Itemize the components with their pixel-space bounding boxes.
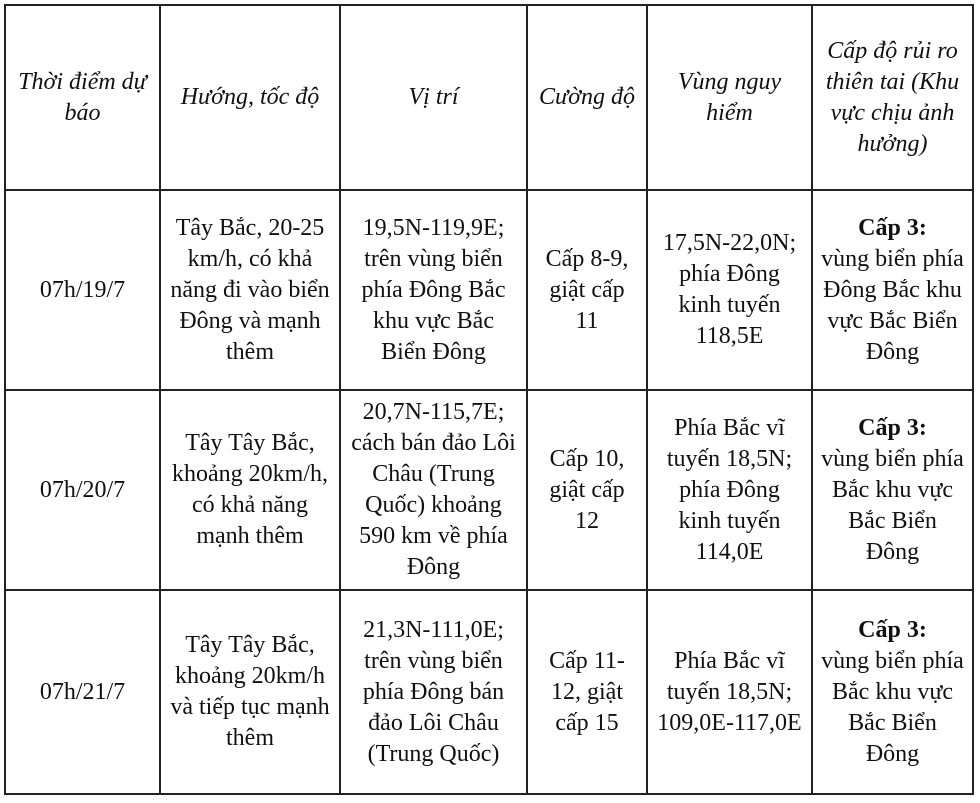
cell-danger-zone: Phía Bắc vĩ tuyến 18,5N; phía Đông kinh tuyến 114,0E [647, 390, 812, 590]
risk-level-label: Cấp 3: [858, 414, 927, 441]
cell-risk [812, 190, 973, 390]
cell-risk [812, 590, 973, 794]
cell-time: 07h/21/7 [5, 590, 160, 794]
cell-intensity: Cấp 11-12, giật cấp 15 [527, 590, 647, 794]
cell-time: 07h/19/7 [5, 190, 160, 390]
header-intensity: Cường độ [527, 5, 647, 190]
cell-danger-zone: 17,5N-22,0N; phía Đông kinh tuyến 118,5E [647, 190, 812, 390]
cell-risk [812, 390, 973, 590]
cell-danger-zone: Phía Bắc vĩ tuyến 18,5N; 109,0E-117,0E [647, 590, 812, 794]
storm-forecast-table [4, 4, 974, 795]
header-danger-zone: Vùng nguy hiểm [647, 5, 812, 190]
cell-intensity: Cấp 10, giật cấp 12 [527, 390, 647, 590]
cell-position: 20,7N-115,7E; cách bán đảo Lôi Châu (Trung Quốc) khoảng 590 km về phía Đông [340, 390, 527, 590]
table-row [5, 390, 973, 590]
cell-position: 21,3N-111,0E; trên vùng biển phía Đông bán đảo Lôi Châu (Trung Quốc) [340, 590, 527, 794]
cell-time: 07h/20/7 [5, 390, 160, 590]
header-position: Vị trí [340, 5, 527, 190]
cell-intensity: Cấp 8-9, giật cấp 11 [527, 190, 647, 390]
table-header-row [5, 5, 973, 190]
risk-level-label: Cấp 3: [858, 616, 927, 643]
cell-position: 19,5N-119,9E; trên vùng biển phía Đông Bắc khu vực Bắc Biển Đông [340, 190, 527, 390]
risk-area-text: vùng biển phía Bắc khu vực Bắc Biển Đông [821, 445, 964, 565]
table-row [5, 190, 973, 390]
header-direction-speed: Hướng, tốc độ [160, 5, 340, 190]
table-row [5, 590, 973, 794]
risk-area-text: vùng biển phía Đông Bắc khu vực Bắc Biển Đông [821, 245, 964, 365]
cell-direction: Tây Tây Bắc, khoảng 20km/h và tiếp tục mạnh thêm [160, 590, 340, 794]
risk-level-label: Cấp 3: [858, 214, 927, 241]
risk-area-text: vùng biển phía Bắc khu vực Bắc Biển Đông [821, 647, 964, 767]
cell-direction: Tây Tây Bắc, khoảng 20km/h, có khả năng mạnh thêm [160, 390, 340, 590]
header-forecast-time: Thời điểm dự báo [5, 5, 160, 190]
cell-direction: Tây Bắc, 20-25 km/h, có khả năng đi vào biển Đông và mạnh thêm [160, 190, 340, 390]
header-risk-level: Cấp độ rủi ro thiên tai (Khu vực chịu ảnh hưởng) [812, 5, 973, 190]
